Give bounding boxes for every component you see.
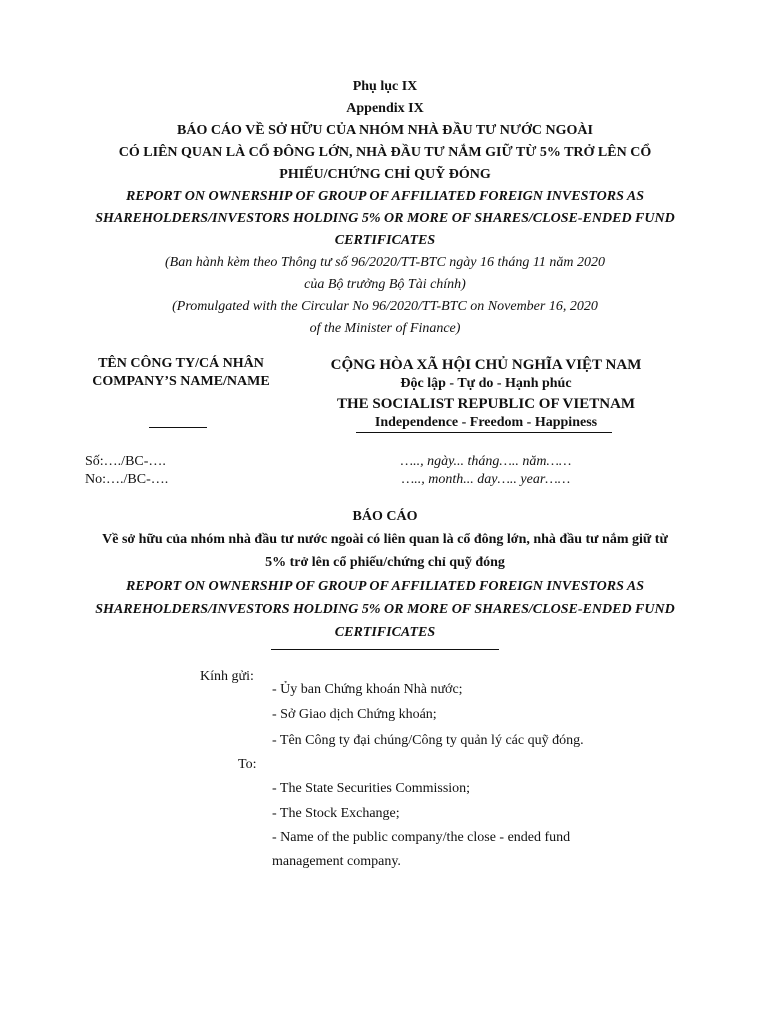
recipient-en-3: - Name of the public company/the close - ended fund	[272, 830, 571, 845]
recipient-en-3-continued: management company.	[272, 854, 401, 869]
recipient-en-1: - The State Securities Commission;	[272, 781, 471, 796]
recipient-vi-2: - Sở Giao dịch Chứng khoán;	[272, 707, 437, 722]
issued-note-en-line-1: (Promulgated with the Circular No 96/2020/TT-BTC on November 16, 2020	[172, 299, 598, 314]
form-title-en-line-3: CERTIFICATES	[334, 233, 436, 248]
date-line-en: ….., month... day….. year……	[401, 472, 571, 487]
form-title-en-line-1: REPORT ON OWNERSHIP OF GROUP OF AFFILIATED FOREIGN INVESTORS AS	[126, 189, 644, 204]
recipient-en-2: - The Stock Exchange;	[272, 806, 400, 821]
date-line-vi: ….., ngày... tháng….. năm……	[400, 454, 572, 469]
form-title-vi-line-1: BÁO CÁO VỀ SỞ HỮU CỦA NHÓM NHÀ ĐẦU TƯ NƯỚC NGOÀI	[177, 123, 593, 138]
report-heading: BÁO CÁO	[352, 509, 418, 524]
recipient-vi-1: - Ủy ban Chứng khoán Nhà nước;	[272, 682, 463, 697]
recipients-label-en: To:	[238, 757, 257, 772]
company-divider	[149, 427, 207, 428]
company-name-label-en: COMPANY’S NAME/NAME	[92, 374, 270, 389]
issued-note-en-line-2: of the Minister of Finance)	[309, 321, 461, 336]
report-subject-en-line-2: SHAREHOLDERS/INVESTORS HOLDING 5% OR MORE OF SHARES/CLOSE-ENDED FUND	[95, 602, 675, 617]
report-subject-en-line-3: CERTIFICATES	[334, 625, 436, 640]
form-title-en-line-2: SHAREHOLDERS/INVESTORS HOLDING 5% OR MORE OF SHARES/CLOSE-ENDED FUND	[95, 211, 675, 226]
report-subject-vi-line-1: Về sở hữu của nhóm nhà đầu tư nước ngoài có liên quan là cổ đông lớn, nhà đầu tư nắm giữ từ	[102, 532, 668, 547]
report-heading-divider	[271, 649, 499, 650]
issued-note-vi-line-2: của Bộ trưởng Bộ Tài chính)	[304, 277, 466, 292]
report-subject-vi-line-2: 5% trở lên cổ phiếu/chứng chỉ quỹ đóng	[265, 555, 505, 570]
form-title-vi-line-2: CÓ LIÊN QUAN LÀ CỔ ĐÔNG LỚN, NHÀ ĐẦU TƯ NẮM GIỮ TỪ 5% TRỞ LÊN CỔ	[118, 145, 652, 160]
motto-underline	[356, 432, 612, 433]
motto-vi: Độc lập - Tự do - Hạnh phúc	[400, 376, 572, 391]
motto-en: Independence - Freedom - Happiness	[374, 415, 598, 430]
report-subject-en-line-1: REPORT ON OWNERSHIP OF GROUP OF AFFILIATED FOREIGN INVESTORS AS	[126, 579, 644, 594]
appendix-title-en: Appendix IX	[346, 101, 424, 116]
recipient-vi-3: - Tên Công ty đại chúng/Công ty quản lý các quỹ đóng.	[272, 733, 584, 748]
issued-note-vi-line-1: (Ban hành kèm theo Thông tư số 96/2020/TT-BTC ngày 16 tháng 11 năm 2020	[165, 255, 605, 270]
republic-title-en: THE SOCIALIST REPUBLIC OF VIETNAM	[336, 396, 636, 412]
appendix-title-vi: Phụ lục IX	[352, 79, 418, 94]
republic-title-vi: CỘNG HÒA XÃ HỘI CHỦ NGHĨA VIỆT NAM	[330, 357, 642, 373]
document-number-en: No:…./BC-….	[85, 472, 169, 487]
company-name-label-vi: TÊN CÔNG TY/CÁ NHÂN	[98, 356, 264, 371]
document-number-vi: Số:…./BC-….	[85, 454, 166, 469]
form-title-vi-line-3: PHIẾU/CHỨNG CHỈ QUỸ ĐÓNG	[279, 167, 491, 182]
recipients-label-vi: Kính gửi:	[200, 669, 254, 684]
